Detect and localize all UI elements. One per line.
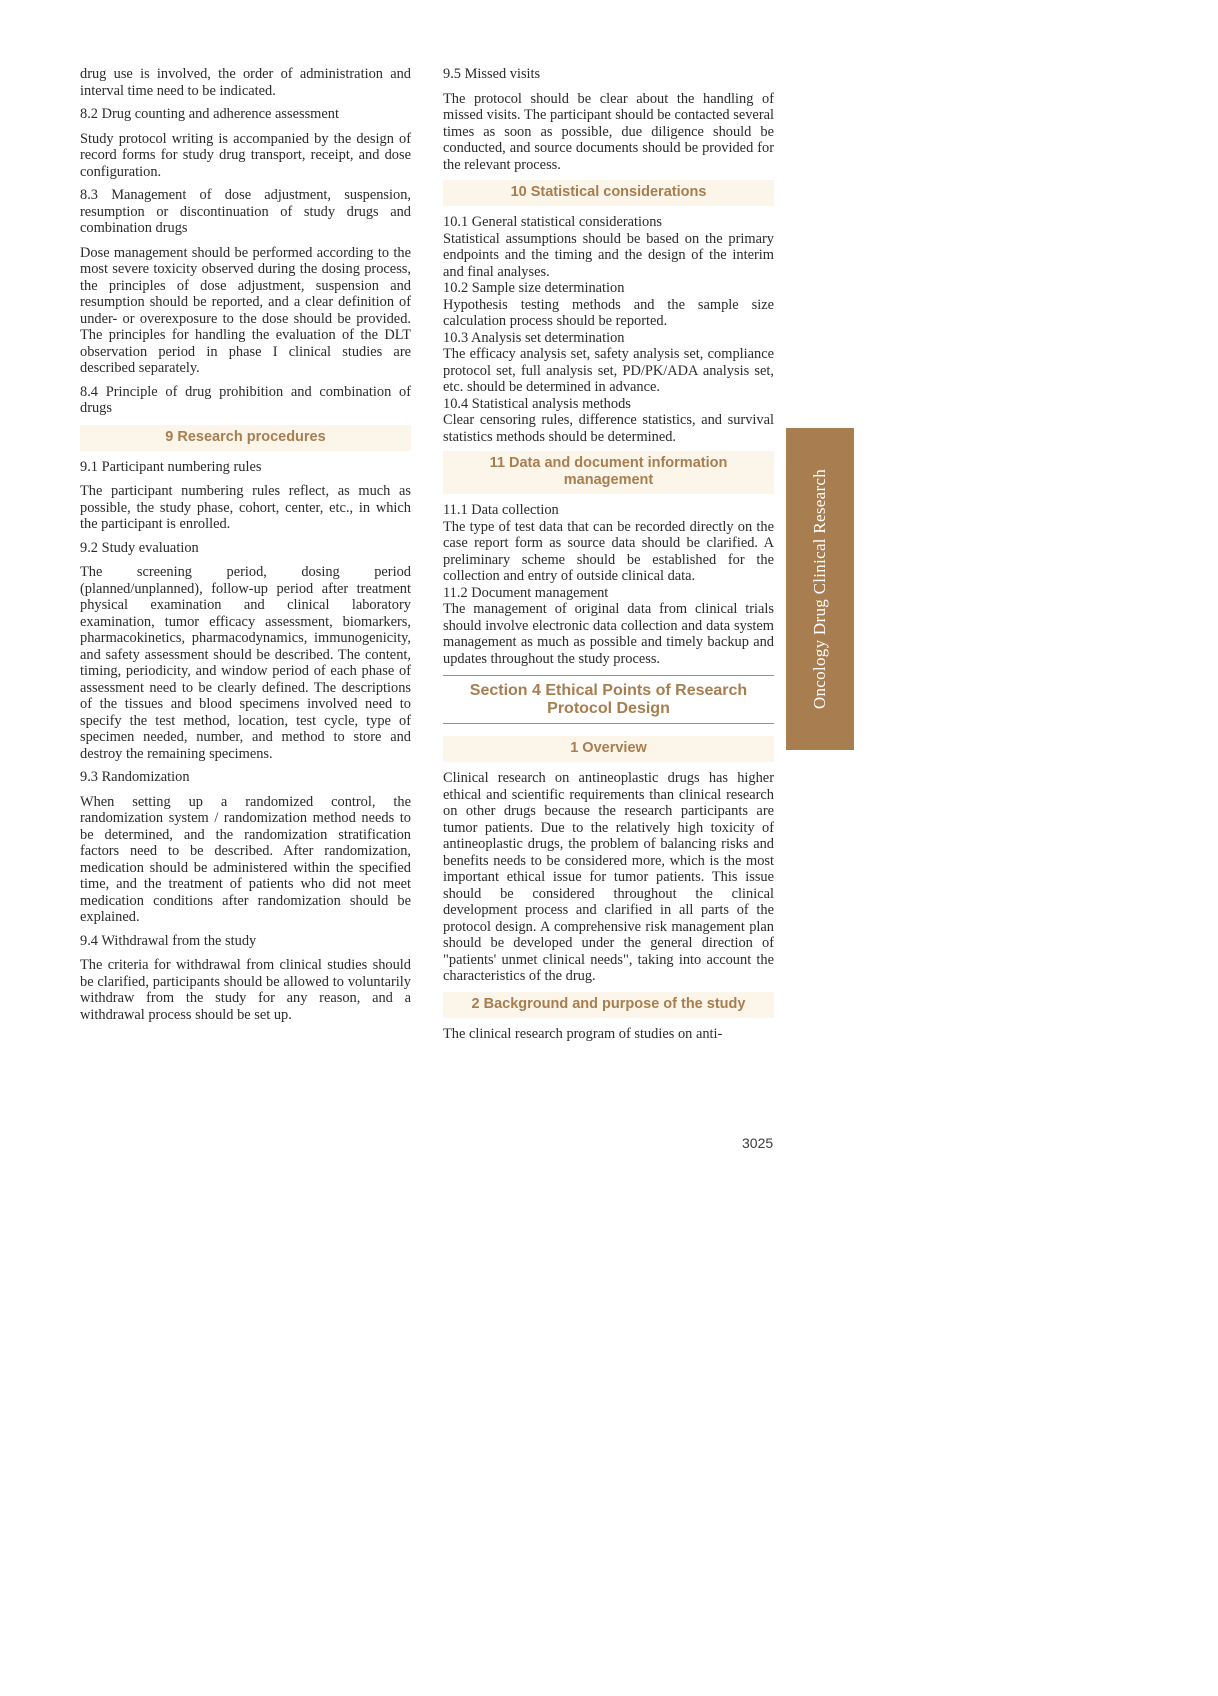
side-tab [786, 428, 854, 750]
paragraph-8-3: Dose management should be performed according to the most severe toxicity observed during the dosing process, the principles of dose adjustment, suspension and resumption should be reported, and a clear definition of under- or overexposure to the dose should be provided. The principles for handling the evaluation of the DLT observation period in phase I clinical studies are described separately. [80, 244, 411, 376]
paragraph-11-2: The management of original data from clinical trials should involve electronic data collection and data system management as much as possible and timely backup and updates throughout the study process. [443, 601, 774, 667]
side-tab-label: Oncology Drug Clinical Research [810, 468, 829, 710]
subsection-title-9-5: 9.5 Missed visits [443, 66, 541, 82]
subsection-title-10-2: 10.2 Sample size determination [443, 280, 625, 296]
subsection-title-10-1: 10.1 General statistical considerations [443, 214, 662, 230]
subsection-title-10-3: 10.3 Analysis set determination [443, 329, 625, 346]
right-column [443, 66, 774, 1049]
section-heading-1-overview: 1 Overview [443, 736, 774, 762]
section-heading-10: 10 Statistical considerations [443, 180, 774, 206]
subsection-title-9-3: 9.3 Randomization [80, 769, 190, 785]
paragraph-10-1: Statistical assumptions should be based on the primary endpoints and the timing and the design of the interim and final analyses. [443, 230, 774, 280]
left-column [80, 66, 411, 1030]
subsection-title-9-4: 9.4 Withdrawal from the study [80, 932, 257, 949]
paragraph-10-3: The efficacy analysis set, safety analysis set, compliance protocol set, full analysis set, PD/PK/ADA analysis set, etc. should be determined in advance. [443, 346, 774, 395]
paragraph-10-4: Clear censoring rules, difference statistics, and survival statistics methods should be determined. [443, 412, 774, 445]
subsection-title-11-2: 11.2 Document management [443, 584, 609, 601]
intro-paragraph: drug use is involved, the order of administration and interval time need to be indicated. [80, 66, 411, 99]
subsection-title-8-3: 8.3 Management of dose adjustment, suspension, resumption or discontinuation of study drugs and combination drugs [80, 187, 411, 236]
subsection-title-10-4: 10.4 Statistical analysis methods [443, 395, 631, 412]
paragraph-9-2: The screening period, dosing period (planned/unplanned), follow-up period after treatment physical examination and clinical laboratory examination, tumor efficacy assessment, biomarkers, pharmacokinetics, pharmacodynamics, immunogenicity, and safety assessment should be described. The content, timing, periodicity, and window period of each phase of assessment need to be clearly defined. The descriptions of the tissues and blood specimens involved need to specify the test method, location, test cycle, type of specimen needed, number, and method to store and destroy the remaining specimens. [80, 564, 411, 762]
paragraph-overview: Clinical research on antineoplastic drugs has higher ethical and scientific requirements than clinical research on other drugs because the research participants are tumor patients. Due to the relatively high toxicity of antineoplastic drugs, the problem of balancing risks and benefits needs to be considered more, which is the most important ethical issue for tumor patients. This issue should be considered throughout the clinical development process and clarified in all parts of the protocol design. A comprehensive risk management plan should be developed under the general direction of "patients' unmet clinical needs", taking into account the characteristics of the drug. [443, 770, 774, 984]
subsection-title-8-4: 8.4 Principle of drug prohibition and combination of drugs [80, 383, 411, 416]
page-number: 3025 [742, 1135, 774, 1151]
subsection-title-8-2: 8.2 Drug counting and adherence assessment [80, 106, 339, 122]
section-4-heading: Section 4 Ethical Points of Research Protocol Design [443, 675, 774, 724]
paragraph-8-2: Study protocol writing is accompanied by the design of record forms for study drug transport, receipt, and dose configuration. [80, 130, 411, 180]
section-heading-9: 9 Research procedures [80, 425, 411, 451]
subsection-title-11-1: 11.1 Data collection [443, 502, 559, 518]
paragraph-9-1: The participant numbering rules reflect, as much as possible, the study phase, cohort, center, etc., in which the participant is enrolled. [80, 483, 411, 532]
paragraph-9-4: The criteria for withdrawal from clinical studies should be clarified, participants should be allowed to voluntarily withdraw from the study for any reason, and a withdrawal process should be set up. [80, 957, 411, 1023]
subsection-title-9-2: 9.2 Study evaluation [80, 539, 199, 556]
subsection-title-9-1: 9.1 Participant numbering rules [80, 458, 262, 475]
paragraph-9-3: When setting up a randomized control, the randomization system / randomization method needs to be determined, and the randomization stratification factors need to be described. After randomization, medication should be administered within the specified time, and the treatment of patients who did not meet medication conditions after randomization should be explained. [80, 793, 411, 925]
paragraph-11-1: The type of test data that can be recorded directly on the case report form as source data should be clarified. A preliminary scheme should be established for the collection and entry of outside clinical data. [443, 518, 774, 584]
paragraph-background: The clinical research program of studies on anti- [443, 1025, 723, 1042]
section-heading-2-background: 2 Background and purpose of the study [443, 992, 774, 1018]
paragraph-9-5: The protocol should be clear about the handling of missed visits. The participant should be contacted several times as soon as possible, due diligence should be conducted, and source documents should be provided for the relevant process. [443, 90, 774, 173]
section-heading-11: 11 Data and document information management [443, 451, 774, 494]
paragraph-10-2: Hypothesis testing methods and the sample size calculation process should be reported. [443, 296, 774, 329]
